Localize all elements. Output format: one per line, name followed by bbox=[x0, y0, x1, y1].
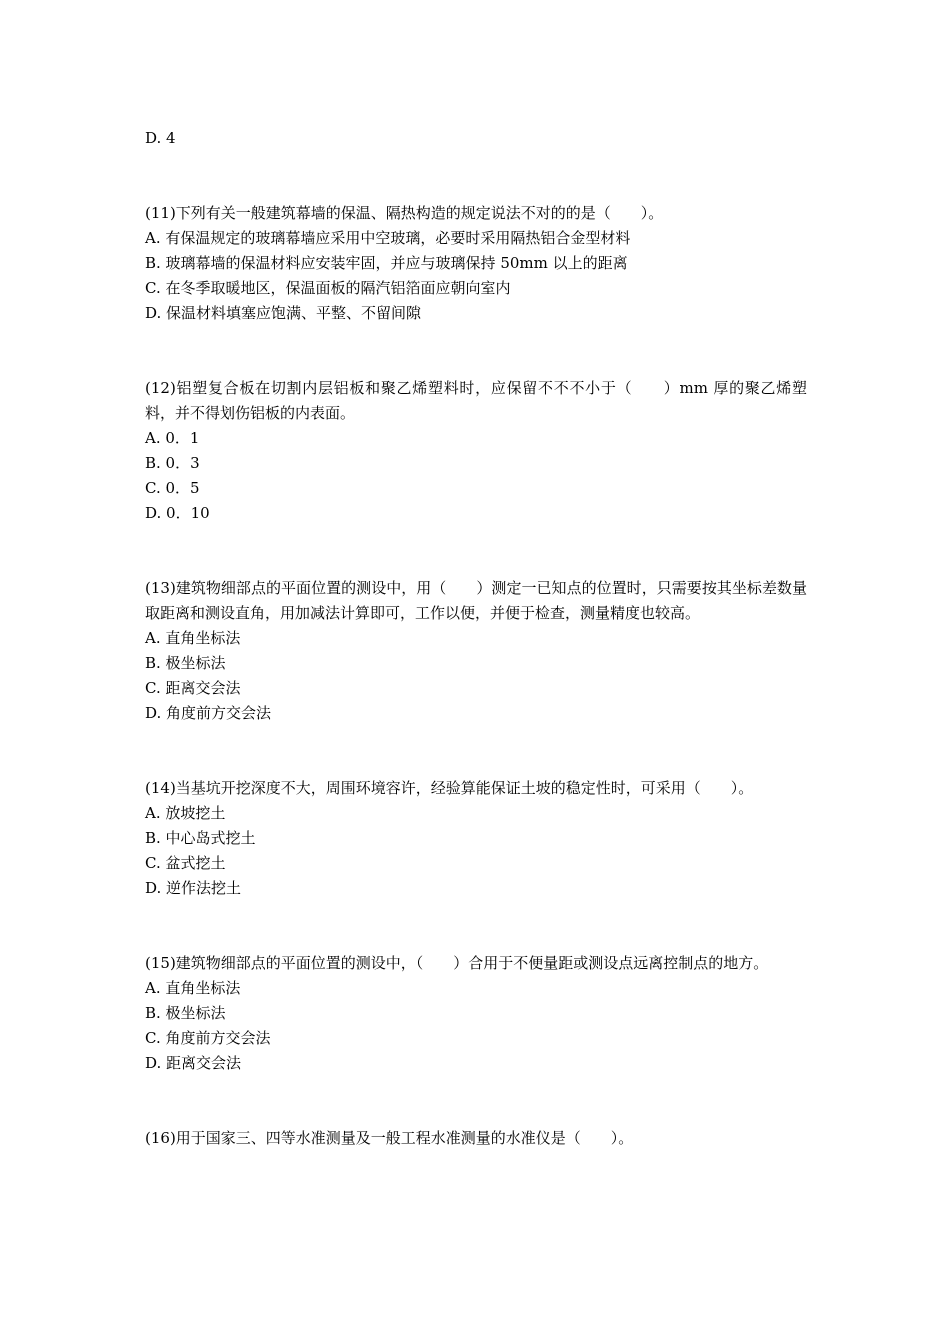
answer-option-b: B. 0．3 bbox=[145, 454, 200, 472]
answer-option-d: D. 0．10 bbox=[145, 504, 210, 522]
answer-option-a: A. 0．1 bbox=[145, 429, 200, 447]
question-14 bbox=[145, 776, 807, 901]
answer-option-b: B. 中心岛式挖土 bbox=[145, 829, 256, 847]
answer-option-d: D. 角度前方交会法 bbox=[145, 704, 272, 722]
question-list bbox=[145, 126, 807, 1151]
question-stem: (14)当基坑开挖深度不大，周围环境容许，经验算能保证土坡的稳定性时，可采用（ ）。 bbox=[145, 779, 754, 797]
question-16 bbox=[145, 1126, 807, 1151]
answer-option-b: B. 玻璃幕墙的保温材料应安装牢固，并应与玻璃保持 50mm 以上的距离 bbox=[145, 254, 628, 272]
answer-option-d: D. 距离交会法 bbox=[145, 1054, 242, 1072]
question-stem: (15)建筑物细部点的平面位置的测设中，（ ）合用于不便量距或测设点远离控制点的地方。 bbox=[145, 954, 769, 972]
answer-option-b: B. 极坐标法 bbox=[145, 1004, 226, 1022]
answer-option-d: D. 逆作法挖土 bbox=[145, 879, 242, 897]
question-stem: (16)用于国家三、四等水准测量及一般工程水准测量的水准仪是（ ）。 bbox=[145, 1129, 634, 1147]
question-11 bbox=[145, 201, 807, 326]
answer-option-a: A. 直角坐标法 bbox=[145, 629, 241, 647]
question-15 bbox=[145, 951, 807, 1076]
answer-option-d: D. 保温材料填塞应饱满、平整、不留间隙 bbox=[145, 304, 422, 322]
answer-option-c: C. 角度前方交会法 bbox=[145, 1029, 271, 1047]
answer-option-c: C. 盆式挖土 bbox=[145, 854, 226, 872]
question-12 bbox=[145, 376, 807, 526]
question-stem: (11)下列有关一般建筑幕墙的保温、隔热构造的规定说法不对的的是（ ）。 bbox=[145, 204, 664, 222]
answer-option-c: C. 距离交会法 bbox=[145, 679, 241, 697]
answer-option-a: A. 有保温规定的玻璃幕墙应采用中空玻璃，必要时采用隔热铝合金型材料 bbox=[145, 229, 631, 247]
answer-option-a: A. 直角坐标法 bbox=[145, 979, 241, 997]
question-13 bbox=[145, 576, 807, 726]
answer-option-a: A. 放坡挖土 bbox=[145, 804, 226, 822]
question-stem: (12)铝塑复合板在切割内层铝板和聚乙烯塑料时，应保留不不不小于（ ）mm 厚的聚乙烯塑料，并不得划伤铝板的内表面。 bbox=[145, 379, 807, 422]
question-stem: (13)建筑物细部点的平面位置的测设中，用（ ）测定一已知点的位置时，只需要按其坐标差数量取距离和测设直角，用加减法计算即可，工作以便，并便于检查，测量精度也较高。 bbox=[145, 579, 807, 622]
answer-option-c: C. 0．5 bbox=[145, 479, 200, 497]
previous-question-option-d: D. 4 bbox=[145, 129, 176, 147]
answer-option-b: B. 极坐标法 bbox=[145, 654, 226, 672]
answer-option-c: C. 在冬季取暖地区，保温面板的隔汽铝箔面应朝向室内 bbox=[145, 279, 511, 297]
